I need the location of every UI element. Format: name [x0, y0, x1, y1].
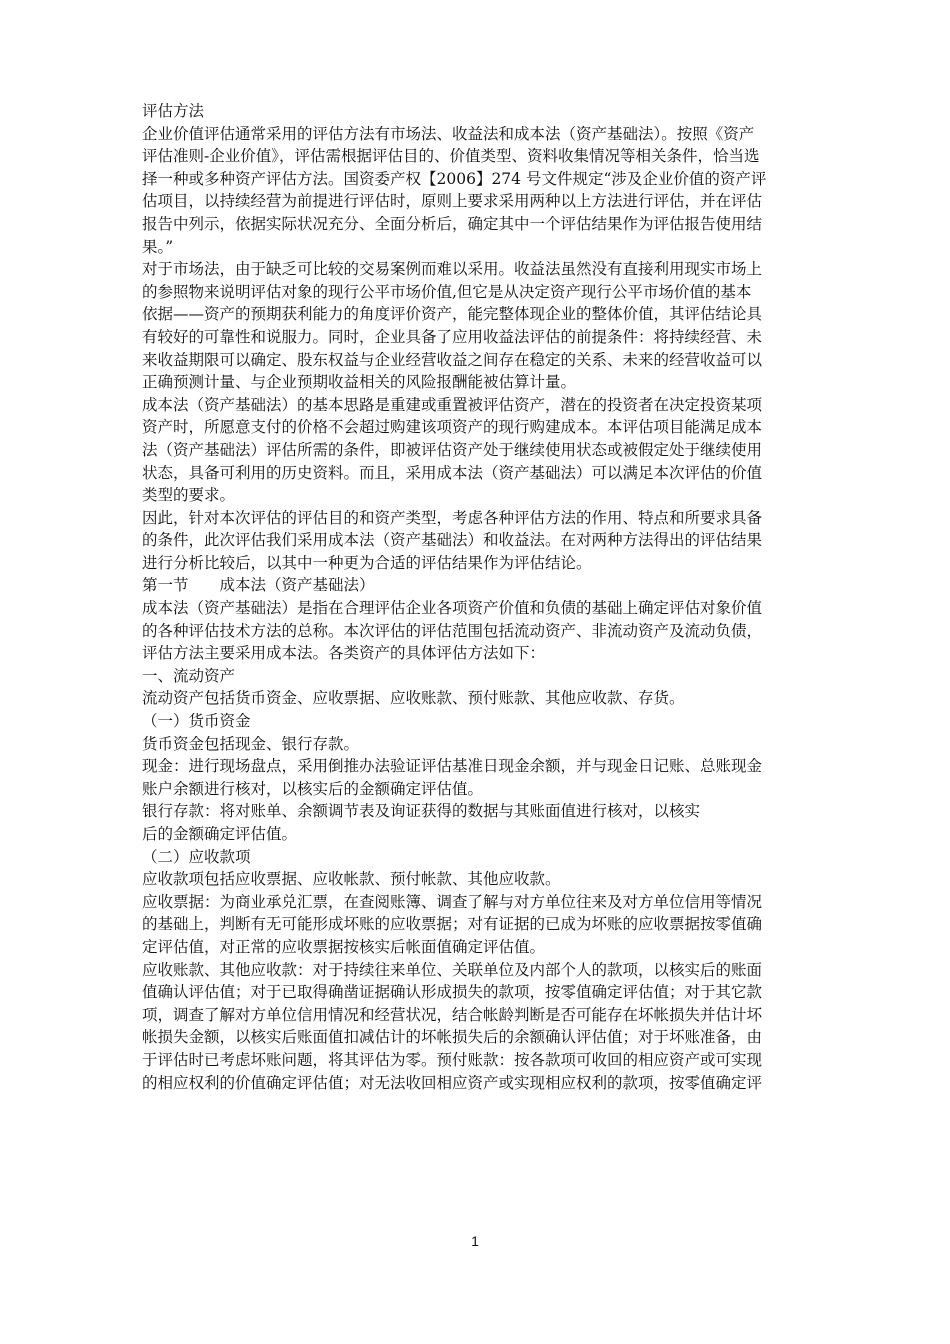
text-line: 的条件，此次评估我们采用成本法（资产基础法）和收益法。在对两种方法得出的评估结果 — [142, 531, 763, 550]
text-line: 估项目，以持续经营为前提进行评估时，原则上要求采用两种以上方法进行评估，并在评估 — [142, 192, 763, 211]
text-line: 对于市场法，由于缺乏可比较的交易案例而难以采用。收益法虽然没有直接利用现实市场上 — [142, 260, 763, 279]
text-line: 成本法（资产基础法）的基本思路是重建或重置被评估资产，潜在的投资者在决定投资某项 — [142, 395, 763, 414]
section-heading: （一）货币资金 — [142, 712, 251, 731]
text-line: 定评估值，对正常的应收票据按核实后帐面值确定评估值。 — [142, 937, 546, 956]
section-heading: 第一节 成本法（资产基础法） — [142, 576, 375, 595]
text-line: 应收款项包括应收票据、应收帐款、预付帐款、其他应收款。 — [142, 870, 561, 889]
text-line: 项，调查了解对方单位信用情况和经营状况，结合帐龄判断是否可能存在坏帐损失并估计坏 — [142, 1005, 763, 1024]
text-line: 状态，具备可利用的历史资料。而且，采用成本法（资产基础法）可以满足本次评估的价值 — [142, 463, 763, 482]
text-line: 资产时，所愿意支付的价格不会超过购建该项资产的现行购建成本。本评估项目能满足成本 — [142, 418, 763, 437]
text-line: 应收账款、其他应收款：对于持续往来单位、关联单位及内部个人的款项，以核实后的账面 — [142, 960, 763, 979]
text-line: 类型的要求。 — [142, 486, 236, 505]
section-heading: 评估方法 — [142, 102, 205, 120]
text-line: 货币资金包括现金、银行存款。 — [142, 734, 360, 753]
text-line: 帐损失金额，以核实后账面值扣减估计的坏帐损失后的余额确认评估值；对于坏账准备，由 — [142, 1028, 763, 1047]
text-line: 账户余额进行核对，以核实后的金额确定评估值。 — [142, 779, 484, 798]
text-line: 流动资产包括货币资金、应收票据、应收账款、预付账款、其他应收款、存货。 — [142, 689, 685, 708]
text-line: 的基础上，判断有无可能形成坏账的应收票据；对有证据的已成为坏账的应收票据按零值确 — [142, 915, 763, 934]
text-line: 评估方法主要采用成本法。各类资产的具体评估方法如下： — [142, 644, 546, 663]
text-line: 报告中列示，依据实际状况充分、全面分析后，确定其中一个评估结果作为评估报告使用结 — [142, 214, 763, 233]
text-line: 企业价值评估通常采用的评估方法有市场法、收益法和成本法（资产基础法）。按照《资产 — [142, 124, 755, 143]
text-line: 成本法（资产基础法）是指在合理评估企业各项资产价值和负债的基础上确定评估对象价值 — [142, 599, 763, 618]
text-line: 后的金额确定评估值。 — [142, 825, 298, 843]
section-heading: 一、流动资产 — [142, 666, 236, 685]
text-line: 择一种或多种资产评估方法。国资委产权【2006】274 号文件规定“涉及企业价值的资产评 — [142, 169, 767, 188]
text-line: 的参照物来说明评估对象的现行公平市场价值,但它是从决定资产现行公平市场价值的基本 — [142, 282, 752, 301]
text-line: 的相应权利的价值确定评估值；对无法收回相应资产或实现相应权利的款项，按零值确定评 — [142, 1073, 763, 1092]
page-number: 1 — [471, 1233, 479, 1249]
text-line: 法（资产基础法）评估所需的条件，即被评估资产处于继续使用状态或被假定处于继续使用 — [142, 440, 763, 459]
text-line: 因此，针对本次评估的评估目的和资产类型，考虑各种评估方法的作用、特点和所要求具备 — [142, 508, 763, 527]
document-body — [142, 100, 822, 1094]
text-line: 银行存款：将对账单、余额调节表及询证获得的数据与其账面值进行核对，以核实 — [142, 802, 701, 821]
text-line: 依据——资产的预期获利能力的角度评价资产，能完整体现企业的整体价值，其评估结论具 — [142, 305, 763, 324]
text-line: 的各种评估技术方法的总称。本次评估的评估范围包括流动资产、非流动资产及流动负债， — [142, 621, 763, 640]
text-line: 有较好的可靠性和说服力。同时，企业具备了应用收益法评估的前提条件：将持续经营、未 — [142, 327, 763, 346]
text-line: 应收票据：为商业承兑汇票，在查阅账簿、调查了解与对方单位往来及对方单位信用等情况 — [142, 892, 763, 911]
section-heading: （二）应收款项 — [142, 847, 251, 866]
text-line: 现金：进行现场盘点，采用倒推办法验证评估基准日现金余额，并与现金日记账、总账现金 — [142, 757, 763, 776]
text-line: 正确预测计量、与企业预期收益相关的风险报酬能被估算计量。 — [142, 373, 577, 392]
text-line: 果。” — [142, 237, 174, 256]
text-line: 评估准则-企业价值》，评估需根据评估目的、价值类型、资料收集情况等相关条件，恰当选 — [142, 147, 760, 166]
text-line: 于评估时已考虑坏账问题，将其评估为零。预付账款：按各款项可收回的相应资产或可实现 — [142, 1050, 763, 1069]
text-line: 来收益期限可以确定、股东权益与企业经营收益之间存在稳定的关系、未来的经营收益可以 — [142, 350, 763, 369]
text-line: 进行分析比较后，以其中一种更为合适的评估结果作为评估结论。 — [142, 553, 592, 572]
text-line: 值确认评估值；对于已取得确凿证据确认形成损失的款项，按零值确定评估值；对于其它款 — [142, 983, 763, 1002]
